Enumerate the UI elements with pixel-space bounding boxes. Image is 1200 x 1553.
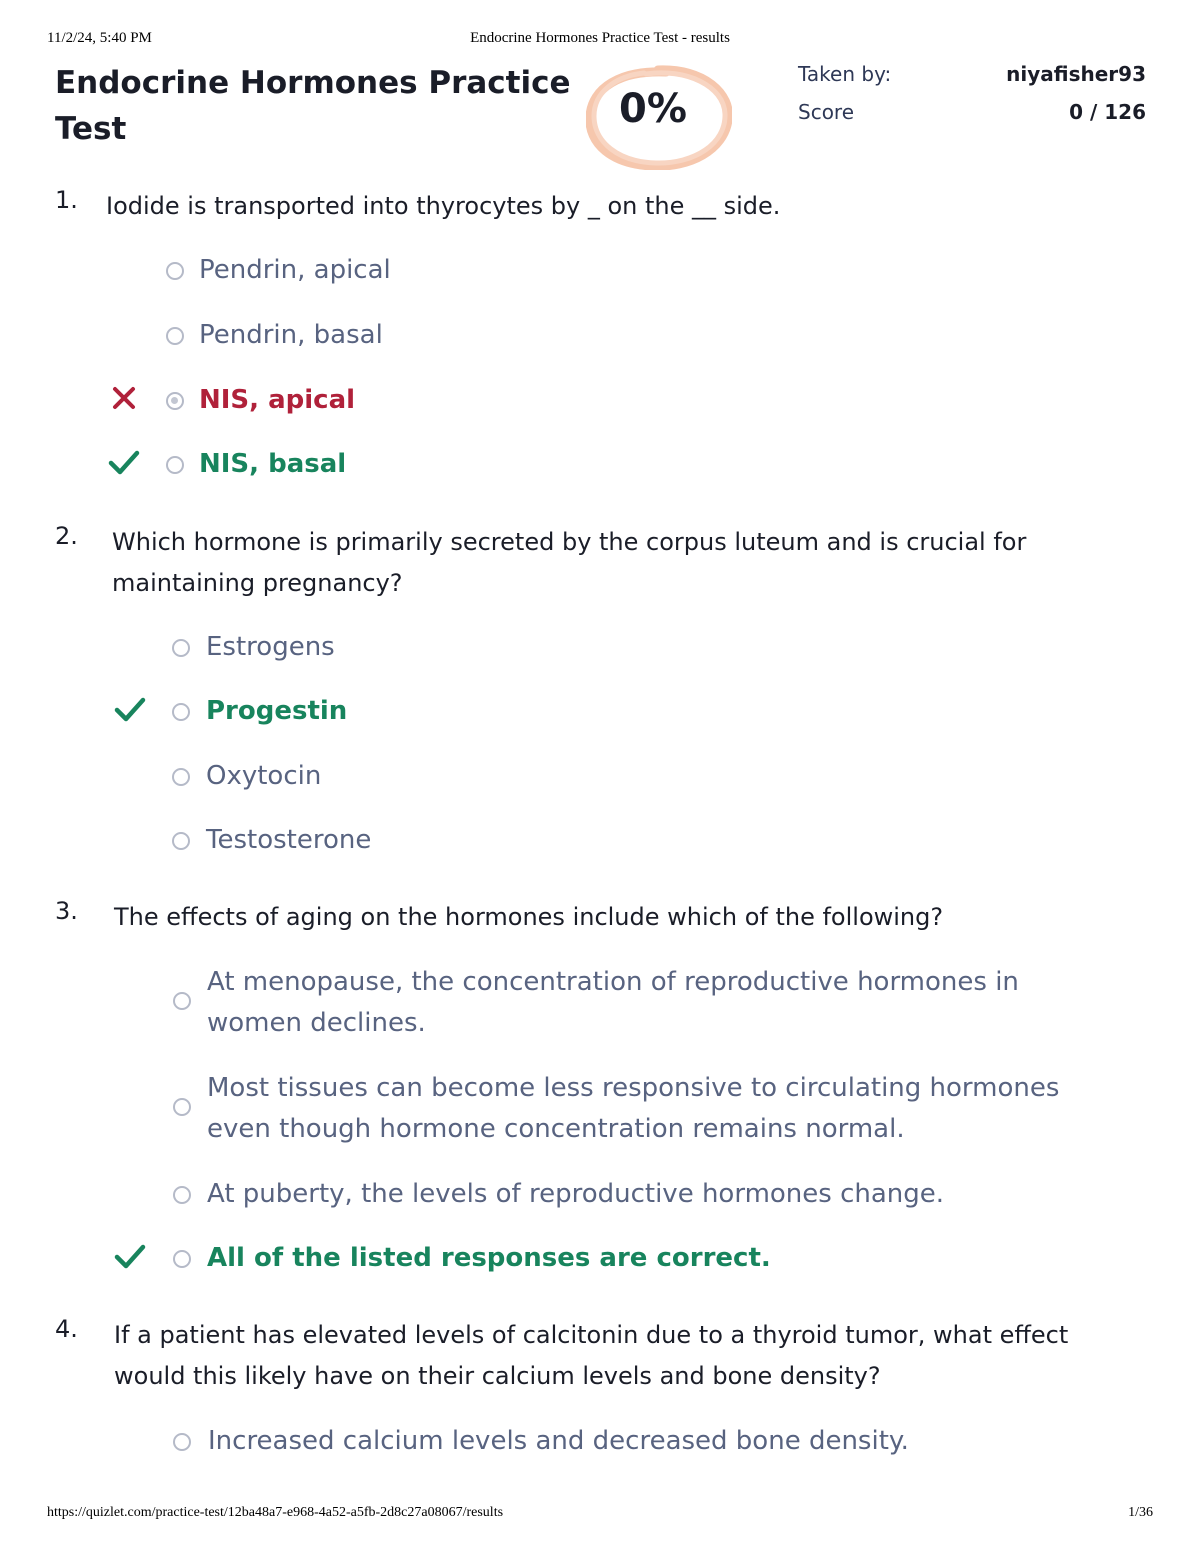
option-label: Estrogens	[206, 632, 335, 662]
x-mark-icon	[110, 384, 138, 412]
option-label: Most tissues can become less responsive to circulating hormones even though hormone concentration remains normal.	[207, 1073, 1060, 1144]
question-number: 2.	[55, 522, 78, 550]
score-percent: 0%	[619, 86, 687, 132]
answer-option[interactable]	[105, 250, 1105, 290]
answer-option-correct[interactable]	[105, 444, 1105, 484]
answer-option[interactable]	[112, 1174, 1112, 1214]
radio-button[interactable]	[166, 262, 184, 280]
page-url: https://quizlet.com/practice-test/12ba48a7-e968-4a52-a5fb-2d8c27a08067/results	[47, 1505, 504, 1520]
option-label: At puberty, the levels of reproductive hormones change.	[207, 1179, 945, 1209]
radio-button[interactable]	[173, 1250, 191, 1268]
question-number: 4.	[55, 1315, 78, 1343]
checkmark-icon	[114, 1242, 146, 1270]
option-label: Pendrin, basal	[199, 320, 383, 350]
option-label: Testosterone	[206, 825, 372, 855]
score-label: Score	[798, 100, 855, 124]
radio-button-selected[interactable]	[166, 392, 184, 410]
option-label: Increased calcium levels and decreased bone density.	[208, 1426, 909, 1456]
score-value: 0 / 126	[1069, 100, 1146, 124]
option-label: At menopause, the concentration of reproductive hormones in women declines.	[207, 967, 1019, 1038]
taken-by-value: niyafisher93	[1006, 62, 1146, 86]
page-number: 1/36	[1128, 1505, 1153, 1520]
option-label: Progestin	[206, 696, 348, 726]
radio-button[interactable]	[172, 639, 190, 657]
print-date: 11/2/24, 5:40 PM	[47, 30, 152, 46]
answer-option-wrong[interactable]	[105, 380, 1105, 420]
option-label: NIS, basal	[199, 449, 347, 479]
radio-button[interactable]	[166, 456, 184, 474]
radio-button[interactable]	[172, 832, 190, 850]
radio-button[interactable]	[173, 1433, 191, 1451]
radio-button[interactable]	[173, 1186, 191, 1204]
question-text: Which hormone is primarily secreted by the corpus luteum and is crucial for maintaining pregnancy?	[112, 528, 1027, 597]
answer-option[interactable]	[112, 962, 1112, 1046]
option-label: All of the listed responses are correct.	[207, 1243, 771, 1273]
radio-button[interactable]	[172, 703, 190, 721]
answer-option-correct[interactable]	[112, 1238, 1112, 1278]
answer-option-correct[interactable]	[112, 691, 1112, 731]
answer-option[interactable]	[112, 820, 1112, 860]
page-title: Endocrine Hormones Practice Test	[55, 65, 571, 147]
taken-by-label: Taken by:	[798, 62, 892, 86]
option-label: Pendrin, apical	[199, 255, 391, 285]
print-document-title: Endocrine Hormones Practice Test - results	[470, 30, 730, 46]
question-number: 1.	[55, 186, 78, 214]
question-number: 3.	[55, 897, 78, 925]
radio-button[interactable]	[172, 768, 190, 786]
question-text: If a patient has elevated levels of calcitonin due to a thyroid tumor, what effect would this likely have on their calcium levels and bone density?	[114, 1321, 1069, 1390]
radio-button[interactable]	[173, 1098, 191, 1116]
question-text: Iodide is transported into thyrocytes by _ on the __ side.	[106, 192, 781, 220]
option-label: NIS, apical	[199, 385, 356, 415]
checkmark-icon	[108, 448, 140, 476]
answer-option[interactable]	[112, 1421, 1112, 1461]
print-footer	[47, 1505, 1153, 1525]
answer-option[interactable]	[105, 315, 1105, 355]
radio-button[interactable]	[166, 327, 184, 345]
print-header	[47, 30, 1153, 50]
answer-option[interactable]	[112, 627, 1112, 667]
option-label: Oxytocin	[206, 761, 322, 791]
checkmark-icon	[114, 695, 146, 723]
score-badge	[586, 64, 732, 164]
question-text: The effects of aging on the hormones include which of the following?	[114, 903, 944, 931]
answer-option[interactable]	[112, 756, 1112, 796]
answer-option[interactable]	[112, 1068, 1112, 1152]
radio-button[interactable]	[173, 992, 191, 1010]
